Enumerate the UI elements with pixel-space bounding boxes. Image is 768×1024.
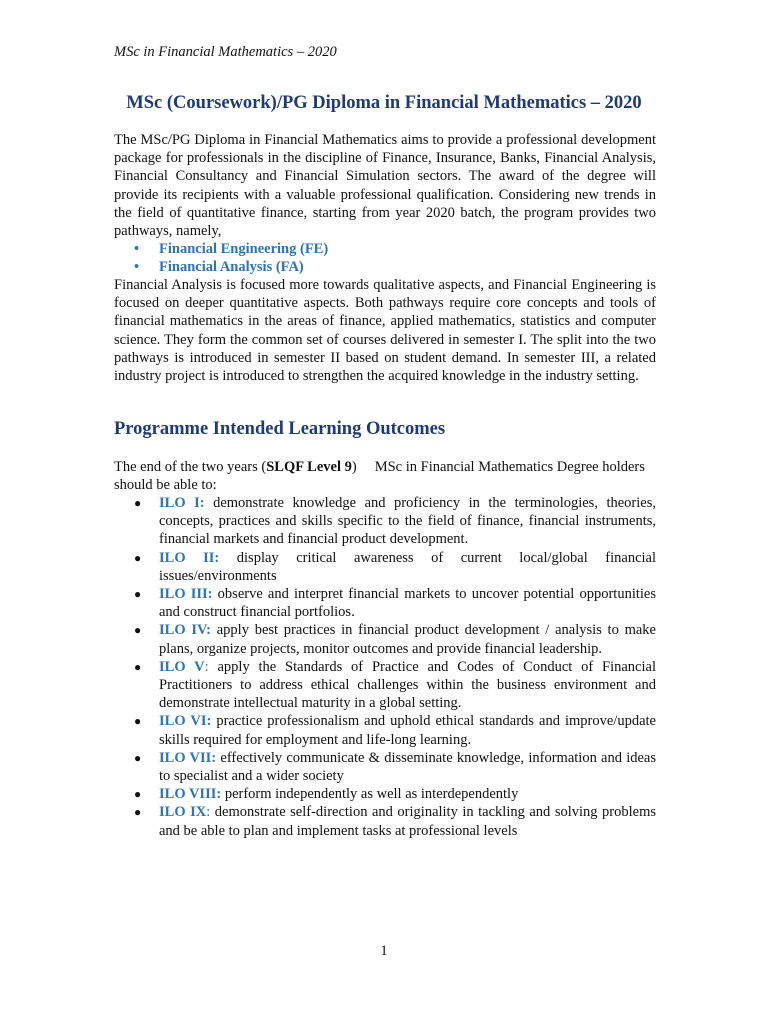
ilo-text: apply best practices in financial product development / analysis to make plans, organize projects, monitor outcomes and provide financial leadership. xyxy=(159,622,656,657)
ilo-text: display critical awareness of current local/global financial issues/environments xyxy=(159,549,656,584)
pathway-label: Financial Engineering (FE) xyxy=(159,241,329,257)
ilo-item xyxy=(134,585,656,621)
pathway-item xyxy=(134,258,328,276)
bullet-icon: ● xyxy=(134,750,142,765)
ilo-text: observe and interpret financial markets to uncover potential opportunities and construct financial portfolios. xyxy=(159,586,656,621)
pathways-list xyxy=(134,240,328,276)
ilo-label: ILO IX xyxy=(159,804,207,821)
intro-paragraph: The MSc/PG Diploma in Financial Mathematics aims to provide a professional development package for professionals in the discipline of Finance, Insurance, Banks, Financial Analysis, Financial Consultancy and Financial Simulation sectors. The award of the degree will provide its recipients with a valuable professional qualification. Considering new trends in the field of quantitative finance, starting from year 2020 batch, the program provides two pathways, namely, xyxy=(114,132,656,240)
ilo-label: ILO III: xyxy=(159,586,213,603)
pathway-item xyxy=(134,240,328,258)
bullet-icon: ● xyxy=(134,787,142,802)
bullet-icon: ● xyxy=(134,550,142,565)
ilo-item xyxy=(134,749,656,785)
bullet-icon: • xyxy=(134,259,140,276)
ilo-label: ILO VII: xyxy=(159,749,217,766)
ilo-item xyxy=(134,621,656,657)
ilo-label: ILO VIII: xyxy=(159,786,222,803)
lead-text-close: ) xyxy=(351,459,357,475)
ilo-label-colon: : xyxy=(204,658,209,675)
ilo-item xyxy=(134,549,656,585)
ilo-label: ILO VI: xyxy=(159,713,212,730)
ilo-item xyxy=(134,803,656,839)
ilo-text: demonstrate self-direction and originality in tackling and solving problems and be able to plan and implement tasks at professional levels xyxy=(159,804,656,839)
ilo-item xyxy=(134,712,656,748)
bullet-icon: ● xyxy=(134,714,142,729)
ilo-label: ILO V xyxy=(159,658,205,675)
slqf-level: SLQF Level 9 xyxy=(266,459,352,475)
bullet-icon: • xyxy=(134,241,140,257)
ilo-label: ILO I: xyxy=(159,495,205,511)
ilo-item xyxy=(134,785,656,803)
outcomes-lead xyxy=(114,458,656,494)
bullet-icon: ● xyxy=(134,496,142,510)
ilo-text: effectively communicate & disseminate knowledge, information and ideas to specialist and a wider society xyxy=(159,749,657,785)
ilo-item xyxy=(134,494,656,549)
ilo-text: apply the Standards of Practice and Codes of Conduct of Financial Practitioners to address ethical challenges within the business environment and demonstrate intellectual maturity in a global setting. xyxy=(159,658,656,712)
section-heading: Programme Intended Learning Outcomes xyxy=(114,419,446,439)
lead-text: The end of the two years ( xyxy=(114,459,267,475)
ilo-label-colon: : xyxy=(206,804,211,821)
ilo-text: practice professionalism and uphold ethical standards and improve/update skills required for employment and life-long learning. xyxy=(159,713,656,748)
ilo-text: perform independently as well as interdependently xyxy=(221,786,519,803)
running-header: MSc in Financial Mathematics – 2020 xyxy=(114,44,337,60)
page-number: 1 xyxy=(380,943,388,959)
pathways-paragraph: Financial Analysis is focused more towards qualitative aspects, and Financial Engineering is focused on deeper quantitative aspects. Both pathways require core concepts and tools of financial mathematics in the areas of finance, applied mathematics, statistics and computer science. They form the common set of courses delivered in semester I. The split into the two pathways is introduced in semester II based on student demand. In semester III, a related industry project is introduced to strengthen the acquired knowledge in the industry setting. xyxy=(114,277,656,385)
pathway-label: Financial Analysis (FA) xyxy=(159,259,304,276)
ilo-label: ILO II: xyxy=(159,549,220,566)
bullet-icon: ● xyxy=(134,659,142,674)
page-title: MSc (Coursework)/PG Diploma in Financial Mathematics – 2020 xyxy=(126,93,642,113)
ilo-label: ILO IV: xyxy=(159,622,211,639)
bullet-icon: ● xyxy=(134,805,142,820)
bullet-icon: ● xyxy=(134,587,142,602)
lead-text-rest: MSc in Financial Mathematics Degree holders should be able to: xyxy=(114,459,645,494)
ilo-item xyxy=(134,658,656,713)
ilo-list xyxy=(134,494,656,840)
bullet-icon: ● xyxy=(134,623,142,638)
ilo-text: demonstrate knowledge and proficiency in the terminologies, theories, concepts, practices and skills specific to the field of finance, financial instruments, financial markets and financial product development. xyxy=(159,495,656,548)
